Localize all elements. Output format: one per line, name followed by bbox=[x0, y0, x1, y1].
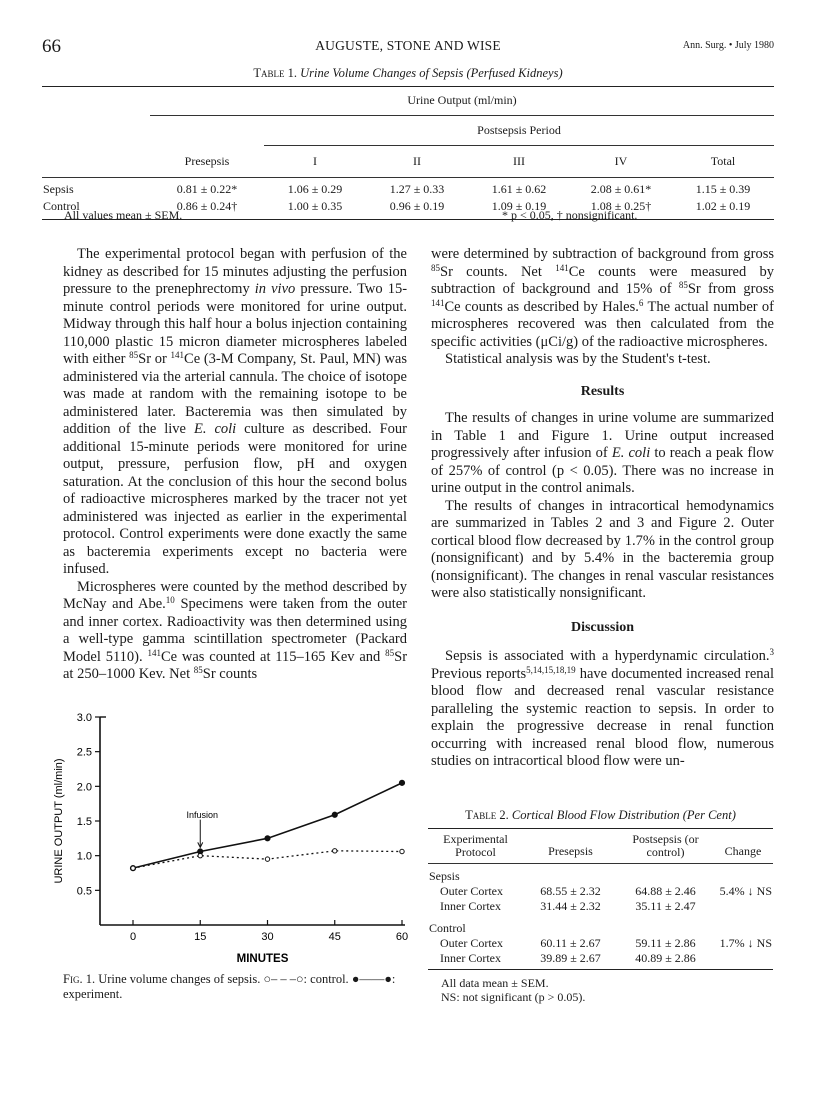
paragraph: The experimental protocol began with perfusion of the kidney as described for 15 minutes adjusting the perfusion pressure to the prenephrectomy in vivo pressure. Two 15-minute control periods were monitored for urine output. Midway through this half hour a bolus injection containing 110,000 plastic 15 micron diameter microspheres labeled with either $^{85}$Sr or $^{141}$Ce (3-M Company, St. Paul, MN) was administered via the arterial cannula. The choice of isotope was made at random with the remaining isotope to be administered later. Bacteremia was then simulated by addition of the live E. coli culture as described. Four additional 15-minute periods were monitored for urine output, pressure, perfusion flow, pH and oxygen saturation. At the conclusion of this hour the second bolus of radioactive microspheres marked by the tracer not yet administered was injected as earlier in the experimental protocol. Control experiments were done exactly the same as bacteremia experiments except no bacteria were infused. bbox=[63, 246, 408, 577]
table-row: Outer Cortex 60.11 ± 2.67 59.11 ± 2.86 1.7% ↓ NS bbox=[440, 936, 772, 950]
table1-label: Table 1. bbox=[253, 66, 298, 80]
group-label: Control bbox=[429, 921, 466, 935]
data-point-control bbox=[198, 853, 202, 857]
data-point-control bbox=[400, 849, 404, 853]
legend-experiment: ●——●: bbox=[351, 972, 396, 986]
table2-header-presepsis: Presepsis bbox=[548, 844, 593, 858]
table1-title: Urine Volume Changes of Sepsis (Perfused Kidneys) bbox=[300, 66, 563, 80]
table2-header-change: Change bbox=[724, 844, 762, 858]
table-row bbox=[42, 178, 774, 199]
cell: 1.02 ± 0.19 bbox=[695, 199, 751, 213]
x-tick-label: 15 bbox=[194, 931, 207, 943]
table1 bbox=[42, 86, 774, 220]
cell: 0.86 ± 0.24† bbox=[176, 199, 238, 213]
cell: 1.08 ± 0.25† bbox=[590, 199, 652, 213]
data-point-experiment bbox=[332, 812, 337, 817]
row-label: Sepsis bbox=[43, 182, 74, 196]
infusion-annotation: Infusion bbox=[186, 810, 219, 821]
table1-col-iv: IV bbox=[614, 153, 628, 168]
table1-col-total: Total bbox=[710, 153, 736, 168]
y-tick-label: 0.5 bbox=[76, 885, 92, 898]
paragraph: were determined by subtraction of background from gross $^{85}$Sr counts. Net $^{141}$Ce counts were measured by subtraction of background and 15% of $^{85}$Sr from gross $^{141}$Ce counts as described by Hales.$^6$ The actual number of microspheres recovered was then calculated from the specific activities (μCi/g) of the radioactive microspheres. bbox=[431, 246, 775, 350]
discussion-heading: Discussion bbox=[570, 619, 635, 635]
y-tick-label: 1.5 bbox=[76, 816, 92, 828]
cell: 0.96 ± 0.19 bbox=[389, 199, 445, 213]
y-axis-label: URINE OUTPUT (ml/min) bbox=[53, 758, 65, 884]
legend-control: ○– – –○: control. bbox=[263, 972, 349, 986]
cell: 1.61 ± 0.62 bbox=[491, 182, 547, 196]
data-point-control bbox=[333, 849, 337, 853]
left-column bbox=[63, 246, 407, 684]
paragraph: The results of changes in urine volume are summarized in Table 1 and Figure 1. Urine output increased progressively after infusion of E. coli to reach a peak flow of 257% of control (p < 0.05). There was no increase in urine output in the control animals. bbox=[431, 410, 774, 496]
footnote: All data mean ± SEM. bbox=[441, 976, 549, 990]
table2 bbox=[428, 828, 773, 970]
y-tick-label: 1.0 bbox=[76, 850, 92, 863]
table-row: Outer Cortex 68.55 ± 2.32 64.88 ± 2.46 5.4% ↓ NS bbox=[440, 884, 772, 898]
results-heading: Results bbox=[580, 383, 625, 399]
y-tick-label: 2.0 bbox=[76, 781, 92, 794]
table1-group-header: Urine Output (ml/min) bbox=[150, 87, 774, 116]
table2-caption: Table 2. Cortical Blood Flow Distribution (Per Cent) bbox=[465, 808, 736, 822]
group-label: Sepsis bbox=[429, 869, 460, 883]
series-line-experiment bbox=[133, 783, 402, 868]
data-point-control bbox=[265, 857, 269, 861]
table-row: Inner Cortex 31.44 ± 2.32 35.11 ± 2.47 bbox=[440, 899, 696, 913]
data-point-experiment bbox=[399, 780, 404, 785]
running-head-authors: AUGUSTE, STONE AND WISE bbox=[315, 38, 501, 53]
figure1-chart bbox=[40, 705, 420, 965]
y-tick-label: 2.5 bbox=[76, 746, 92, 759]
row-label: Control bbox=[43, 199, 80, 213]
paragraph: The results of changes in intracortical hemodynamics are summarized in Tables 2 and 3 and Figure 2. Outer cortical blood flow decreased by 1.7% in the control group (nonsignificant) and by 5.4% in the bacteremia group (nonsignificant). The changes in renal vascular resistances were also statistically nonsignificant. bbox=[431, 497, 774, 601]
x-tick-label: 30 bbox=[261, 931, 274, 943]
table2-footnotes bbox=[441, 976, 585, 1004]
table2-header-protocol: Experimental Protocol bbox=[443, 832, 508, 859]
data-point-control bbox=[131, 866, 135, 870]
paragraph: Sepsis is associated with a hyperdynamic circulation.$^3$ Previous reports$^{5,14,15,18,19}$ have documented increased renal blood flow and decreased renal vascular resistance paralleling the systemic reaction to sepsis. In order to explain the progressive decrease in renal function occurring with increased renal blood flow, numerous studies on intracortical blood flow were un- bbox=[431, 647, 775, 769]
table-row: Inner Cortex 39.89 ± 2.67 40.89 ± 2.86 bbox=[428, 951, 773, 970]
table1-caption bbox=[0, 66, 816, 81]
footnote: NS: not significant (p > 0.05). bbox=[441, 990, 586, 1004]
right-column bbox=[431, 246, 774, 771]
x-axis-label: MINUTES bbox=[236, 953, 289, 965]
cell: 1.06 ± 0.29 bbox=[287, 182, 343, 196]
y-tick-label: 3.0 bbox=[76, 712, 92, 724]
table1-col-ii: II bbox=[413, 153, 421, 168]
page-number: 66 bbox=[42, 36, 61, 57]
table2-header-postsepsis: Postsepsis (or control) bbox=[632, 832, 699, 859]
cell: 1.09 ± 0.19 bbox=[491, 199, 547, 213]
cell: 0.81 ± 0.22* bbox=[176, 182, 238, 196]
table1-subgroup-header: Postsepsis Period bbox=[264, 115, 774, 145]
table1-col-iii: III bbox=[513, 153, 525, 168]
table1-footnote-left: All values mean ± SEM. bbox=[64, 208, 183, 222]
journal-citation: Ann. Surg. • July 1980 bbox=[682, 40, 774, 51]
figure1-caption: Fig. 1. Urine volume changes of sepsis. ○– – –○: control. ●——●: experiment. bbox=[63, 972, 396, 1001]
table1-footnote-right: * p < 0.05, † nonsignificant. bbox=[502, 208, 638, 222]
x-tick-label: 0 bbox=[129, 931, 137, 943]
cell: 1.15 ± 0.39 bbox=[695, 182, 751, 196]
table1-col-i: I bbox=[313, 153, 317, 168]
paragraph: Microspheres were counted by the method described by McNay and Abe.$^{10}$ Specimens were taken from the outer and inner cortex. Radioactivity was then determined using a well-type gamma scintillation spectrometer (Packard Model 5110). $^{141}$Ce was counted at 115–165 Kev and $^{85}$Sr at 250–1000 Kev. Net $^{85}$Sr counts bbox=[63, 578, 408, 682]
cell: 1.27 ± 0.33 bbox=[389, 182, 445, 196]
data-point-experiment bbox=[265, 836, 270, 841]
cell: 2.08 ± 0.61* bbox=[590, 182, 652, 196]
cell: 1.00 ± 0.35 bbox=[287, 199, 343, 213]
x-tick-label: 45 bbox=[328, 931, 341, 943]
table1-col-presepsis: Presepsis bbox=[184, 153, 230, 168]
x-tick-label: 60 bbox=[395, 931, 409, 943]
paragraph: Statistical analysis was by the Student's t-test. bbox=[445, 351, 711, 367]
